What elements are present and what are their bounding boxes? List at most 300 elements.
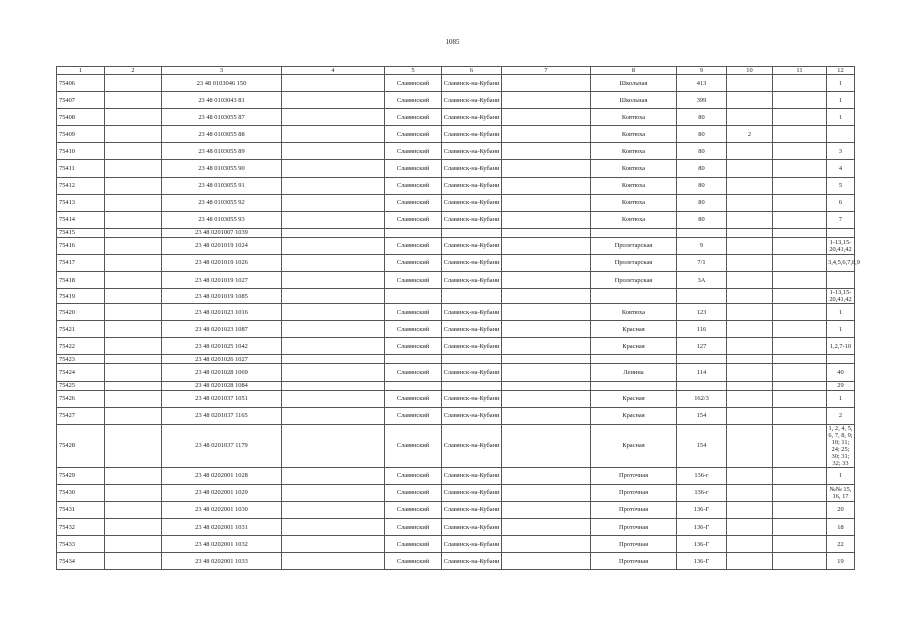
- table-cell-col-11: [773, 321, 827, 338]
- table-cell-col-4: [282, 177, 385, 194]
- table-row: [57, 338, 855, 355]
- table-cell-col-12: 1, 2, 4, 5, 6, 7, 8, 9; 10; 11; 24; 25; 30; 31; 32; 33: [828, 424, 853, 467]
- table-cell-col-2: [105, 355, 162, 364]
- table-cell-col-11: [773, 355, 827, 364]
- table-cell-col-11: [773, 304, 827, 321]
- table-row: [57, 109, 855, 126]
- table-row: [57, 254, 855, 271]
- table-cell-col-4: [282, 536, 385, 553]
- table-cell-col-1: 75411: [57, 160, 105, 177]
- table-cell-col-6: [442, 228, 502, 237]
- table-cell-col-6: [442, 289, 502, 304]
- table-cell-col-8: Пролетарская: [591, 272, 677, 289]
- table-cell-col-8: Пролетарская: [591, 237, 677, 254]
- table-cell-col-1: 75433: [57, 536, 105, 553]
- table-cell-col-5: Славянский: [385, 553, 442, 570]
- table-cell-col-2: [105, 211, 162, 228]
- table-cell-col-3: 23 48 0201025 1042: [162, 338, 282, 355]
- table-cell-col-10: [727, 289, 773, 304]
- table-cell-col-5: Славянский: [385, 160, 442, 177]
- table-cell-col-3: 23 48 0201019 1024: [162, 237, 282, 254]
- table-cell-col-12: 29: [827, 381, 855, 390]
- table-cell-col-2: [105, 237, 162, 254]
- table-cell-col-10: [727, 237, 773, 254]
- table-cell-col-1: 75432: [57, 518, 105, 535]
- table-cell-col-1: 75409: [57, 126, 105, 143]
- table-cell-col-12: [827, 272, 855, 289]
- table-cell-col-9: 136-г: [677, 467, 727, 484]
- table-cell-col-2: [105, 75, 162, 92]
- table-cell-col-7: [502, 321, 591, 338]
- table-cell-col-3: 23 48 0103055 89: [162, 143, 282, 160]
- table-cell-col-12: 1: [827, 75, 855, 92]
- table-cell-col-8: Ковтюха: [591, 177, 677, 194]
- table-cell-col-6: Славянск-на-Кубани: [442, 338, 502, 355]
- table-cell-col-9: 162/3: [677, 390, 727, 407]
- table-cell-col-1: 75430: [57, 484, 105, 501]
- table-cell-col-8: Красная: [591, 424, 677, 467]
- table-cell-col-10: [727, 553, 773, 570]
- table-cell-col-11: [773, 364, 827, 381]
- table-cell-col-12: 1: [827, 92, 855, 109]
- table-body: [57, 67, 860, 570]
- column-header-11: 11: [773, 67, 827, 75]
- table-cell-col-2: [105, 518, 162, 535]
- table-cell-col-1: 75414: [57, 211, 105, 228]
- table-row: [57, 160, 855, 177]
- table-cell-col-12: 1: [827, 467, 855, 484]
- table-cell-col-6: Славянск-на-Кубани: [442, 501, 502, 518]
- table-cell-col-2: [105, 536, 162, 553]
- table-cell-col-8: [591, 228, 677, 237]
- table-cell-col-12: [827, 355, 855, 364]
- table-cell-col-5: Славянский: [385, 338, 442, 355]
- table-cell-col-8: Школьная: [591, 75, 677, 92]
- table-cell-col-10: [727, 484, 773, 501]
- table-cell-col-3: 23 48 0202001 1028: [162, 467, 282, 484]
- table-cell-col-9: [677, 355, 727, 364]
- table-cell-col-6: Славянск-на-Кубани: [442, 160, 502, 177]
- table-cell-col-8: Ковтюха: [591, 160, 677, 177]
- table-row: [57, 304, 855, 321]
- table-cell-col-6: Славянск-на-Кубани: [442, 304, 502, 321]
- table-cell-col-9: 80: [677, 177, 727, 194]
- table-cell-col-5: Славянский: [385, 407, 442, 424]
- table-cell-col-6: Славянск-на-Кубани: [442, 254, 502, 271]
- table-cell-col-1: 75424: [57, 364, 105, 381]
- table-cell-col-4: [282, 424, 385, 467]
- table-cell-col-7: [502, 237, 591, 254]
- table-cell-col-6: Славянск-на-Кубани: [442, 364, 502, 381]
- table-cell-col-11: [773, 553, 827, 570]
- table-cell-col-5: Славянский: [385, 211, 442, 228]
- table-row: [57, 553, 855, 570]
- table-row: [57, 381, 855, 390]
- table-cell-col-3: 23 48 0103046 150: [162, 75, 282, 92]
- table-cell-col-10: [727, 177, 773, 194]
- table-cell-col-11: [773, 467, 827, 484]
- table-cell-col-11: [773, 407, 827, 424]
- table-cell-col-9: 80: [677, 194, 727, 211]
- table-cell-col-1: 75407: [57, 92, 105, 109]
- table-cell-col-4: [282, 211, 385, 228]
- table-cell-col-7: [502, 289, 591, 304]
- table-cell-col-7: [502, 228, 591, 237]
- table-cell-col-4: [282, 501, 385, 518]
- table-cell-col-4: [282, 381, 385, 390]
- table-cell-col-5: Славянский: [385, 518, 442, 535]
- table-cell-col-11: [773, 228, 827, 237]
- table-cell-col-11: [773, 381, 827, 390]
- table-cell-col-3: 23 48 0201023 1016: [162, 304, 282, 321]
- table-cell-col-7: [502, 467, 591, 484]
- table-cell-col-3: 23 48 0103043 81: [162, 92, 282, 109]
- table-cell-col-4: [282, 254, 385, 271]
- table-cell-col-11: [773, 177, 827, 194]
- table-cell-col-3: 23 48 0201037 1165: [162, 407, 282, 424]
- table-cell-col-8: Проточная: [591, 553, 677, 570]
- table-cell-col-2: [105, 390, 162, 407]
- table-row: [57, 424, 855, 467]
- table-cell-col-7: [502, 518, 591, 535]
- table-cell-col-8: Ковтюха: [591, 194, 677, 211]
- table-cell-col-8: Школьная: [591, 92, 677, 109]
- table-cell-col-5: Славянский: [385, 321, 442, 338]
- table-cell-col-8: Пролетарская: [591, 254, 677, 271]
- table-cell-col-3: 23 48 0201019 1026: [162, 254, 282, 271]
- table-cell-col-1: 75417: [57, 254, 105, 271]
- table-cell-col-7: [502, 272, 591, 289]
- table-cell-col-10: [727, 467, 773, 484]
- table-cell-col-1: 75434: [57, 553, 105, 570]
- table-cell-col-1: 75421: [57, 321, 105, 338]
- table-cell-col-4: [282, 338, 385, 355]
- table-cell-col-5: Славянский: [385, 194, 442, 211]
- table-cell-col-9: 9: [677, 237, 727, 254]
- table-cell-col-2: [105, 194, 162, 211]
- table-cell-col-11: [773, 160, 827, 177]
- table-cell-col-2: [105, 228, 162, 237]
- table-cell-col-6: Славянск-на-Кубани: [442, 407, 502, 424]
- table-cell-col-10: [727, 381, 773, 390]
- table-cell-col-8: [591, 289, 677, 304]
- table-cell-col-7: [502, 160, 591, 177]
- table-cell-col-7: [502, 194, 591, 211]
- table-cell-col-1: 75429: [57, 467, 105, 484]
- table-cell-col-9: 114: [677, 364, 727, 381]
- table-cell-col-6: Славянск-на-Кубани: [442, 518, 502, 535]
- table-cell-col-10: [727, 194, 773, 211]
- table-row: [57, 501, 855, 518]
- table-cell-col-3: 23 48 0201019 1085: [162, 289, 282, 304]
- table-cell-col-10: [727, 424, 773, 467]
- table-cell-col-12: 3: [827, 143, 855, 160]
- table-cell-col-3: 23 48 0201028 1069: [162, 364, 282, 381]
- table-cell-col-3: 23 48 0202001 1031: [162, 518, 282, 535]
- table-cell-col-9: 413: [677, 75, 727, 92]
- table-row: [57, 126, 855, 143]
- table-cell-col-8: Ленина: [591, 364, 677, 381]
- table-cell-col-1: 75425: [57, 381, 105, 390]
- table-cell-col-2: [105, 177, 162, 194]
- table-cell-col-5: Славянский: [385, 272, 442, 289]
- table-cell-col-4: [282, 92, 385, 109]
- table-cell-col-8: Ковтюха: [591, 143, 677, 160]
- table-cell-col-10: [727, 364, 773, 381]
- table-cell-col-9: 399: [677, 92, 727, 109]
- table-cell-col-2: [105, 304, 162, 321]
- table-cell-col-9: 136-Г: [677, 553, 727, 570]
- table-cell-col-2: [105, 364, 162, 381]
- table-cell-col-3: 23 48 0201037 1051: [162, 390, 282, 407]
- table-cell-col-10: [727, 254, 773, 271]
- table-cell-col-12: 7: [827, 211, 855, 228]
- table-cell-col-9: 3А: [677, 272, 727, 289]
- table-cell-col-4: [282, 407, 385, 424]
- table-cell-col-4: [282, 272, 385, 289]
- table-cell-col-5: [385, 355, 442, 364]
- table-cell-col-8: Ковтюха: [591, 126, 677, 143]
- table-cell-col-2: [105, 143, 162, 160]
- column-header-8: 8: [591, 67, 677, 75]
- column-header-6: 6: [442, 67, 502, 75]
- table-cell-col-6: Славянск-на-Кубани: [442, 321, 502, 338]
- table-cell-col-7: [502, 553, 591, 570]
- table-cell-col-1: 75413: [57, 194, 105, 211]
- table-cell-col-12: 20: [827, 501, 855, 518]
- table-cell-col-4: [282, 143, 385, 160]
- table-cell-col-11: [773, 390, 827, 407]
- table-cell-col-1: 75427: [57, 407, 105, 424]
- table-cell-col-5: Славянский: [385, 109, 442, 126]
- table-row: [57, 321, 855, 338]
- table-cell-col-7: [502, 536, 591, 553]
- table-cell-col-12: 5: [827, 177, 855, 194]
- table-cell-col-12: [827, 228, 855, 237]
- table-cell-col-12: 1-13,15-20,41,42: [827, 289, 855, 304]
- table-cell-col-1: 75408: [57, 109, 105, 126]
- table-cell-col-9: [677, 289, 727, 304]
- table-cell-col-6: Славянск-на-Кубани: [442, 211, 502, 228]
- table-cell-col-2: [105, 338, 162, 355]
- table-row: [57, 92, 855, 109]
- table-row: [57, 211, 855, 228]
- table-cell-col-7: [502, 381, 591, 390]
- table-cell-col-10: 2: [727, 126, 773, 143]
- column-header-1: 1: [57, 67, 105, 75]
- table-cell-col-9: 136-Г: [677, 518, 727, 535]
- table-row: [57, 355, 855, 364]
- table-cell-col-5: Славянский: [385, 501, 442, 518]
- column-header-10: 10: [727, 67, 773, 75]
- table-cell-col-7: [502, 364, 591, 381]
- table-cell-col-5: [385, 289, 442, 304]
- table-cell-col-7: [502, 75, 591, 92]
- table-cell-col-1: 75426: [57, 390, 105, 407]
- table-cell-col-4: [282, 364, 385, 381]
- table-cell-col-2: [105, 381, 162, 390]
- table-cell-col-1: 75406: [57, 75, 105, 92]
- table-cell-col-3: 23 48 0201019 1027: [162, 272, 282, 289]
- table-cell-col-5: Славянский: [385, 304, 442, 321]
- table-row: [57, 177, 855, 194]
- table-cell-col-10: [727, 228, 773, 237]
- table-cell-col-1: 75412: [57, 177, 105, 194]
- table-row: [57, 364, 855, 381]
- table-cell-col-6: Славянск-на-Кубани: [442, 484, 502, 501]
- table-cell-col-5: Славянский: [385, 177, 442, 194]
- table-cell-col-6: Славянск-на-Кубани: [442, 272, 502, 289]
- table-row: [57, 518, 855, 535]
- table-row: [57, 289, 855, 304]
- table-cell-col-4: [282, 109, 385, 126]
- table-cell-col-8: [591, 355, 677, 364]
- table-cell-col-2: [105, 92, 162, 109]
- table-cell-col-2: [105, 407, 162, 424]
- table-cell-col-12: 18: [827, 518, 855, 535]
- table-cell-col-7: [502, 501, 591, 518]
- table-cell-col-2: [105, 254, 162, 271]
- table-cell-col-11: [773, 338, 827, 355]
- table-cell-col-7: [502, 126, 591, 143]
- table-cell-col-1: 75423: [57, 355, 105, 364]
- table-cell-col-1: 75422: [57, 338, 105, 355]
- table-cell-col-10: [727, 160, 773, 177]
- table-cell-col-4: [282, 321, 385, 338]
- table-cell-col-9: [677, 228, 727, 237]
- table-cell-col-3: 23 48 0202001 1033: [162, 553, 282, 570]
- table-cell-col-8: Ковтюха: [591, 211, 677, 228]
- table-cell-col-11: [773, 109, 827, 126]
- table-row: [57, 407, 855, 424]
- table-cell-col-10: [727, 407, 773, 424]
- table-cell-col-5: Славянский: [385, 75, 442, 92]
- table-cell-col-1: 75419: [57, 289, 105, 304]
- table-cell-col-4: [282, 518, 385, 535]
- table-cell-col-6: Славянск-на-Кубани: [442, 553, 502, 570]
- table-row: [57, 75, 855, 92]
- table-cell-col-9: 136-Г: [677, 536, 727, 553]
- table-cell-col-10: [727, 321, 773, 338]
- table-cell-col-7: [502, 143, 591, 160]
- table-cell-col-9: 80: [677, 211, 727, 228]
- table-cell-col-11: [773, 211, 827, 228]
- table-cell-col-11: [773, 194, 827, 211]
- table-cell-col-9: 7/1: [677, 254, 727, 271]
- table-cell-col-12: 19: [827, 553, 855, 570]
- table-cell-col-2: [105, 484, 162, 501]
- table-cell-col-3: 23 48 0103055 91: [162, 177, 282, 194]
- table-cell-col-10: [727, 304, 773, 321]
- table-cell-col-3: 23 48 0103055 93: [162, 211, 282, 228]
- table-cell-col-1: 75410: [57, 143, 105, 160]
- table-cell-col-10: [727, 536, 773, 553]
- table-cell-col-9: 136-Г: [677, 501, 727, 518]
- table-cell-col-5: Славянский: [385, 484, 442, 501]
- table-cell-col-12: 1-13,15-20,41,42: [827, 237, 855, 254]
- table-cell-col-12: 6: [827, 194, 855, 211]
- table-cell-col-4: [282, 160, 385, 177]
- table-cell-col-5: [385, 228, 442, 237]
- table-cell-col-1: 75415: [57, 228, 105, 237]
- table-cell-col-9: 80: [677, 160, 727, 177]
- table-cell-col-12: 22: [827, 536, 855, 553]
- table-cell-col-2: [105, 126, 162, 143]
- table-cell-col-8: Проточная: [591, 501, 677, 518]
- table-cell-col-12: 40: [827, 364, 855, 381]
- table-cell-col-11: [773, 289, 827, 304]
- table-cell-col-11: [773, 518, 827, 535]
- table-cell-col-5: Славянский: [385, 126, 442, 143]
- table-cell-col-4: [282, 126, 385, 143]
- table-cell-col-7: [502, 92, 591, 109]
- table-cell-col-4: [282, 75, 385, 92]
- table-cell-col-8: Ковтюха: [591, 109, 677, 126]
- table-cell-col-9: 127: [677, 338, 727, 355]
- table-cell-col-12: №№ 15, 16, 17: [827, 484, 855, 501]
- table-cell-col-2: [105, 424, 162, 467]
- table-cell-col-11: [773, 484, 827, 501]
- table-cell-col-11: [773, 237, 827, 254]
- table-cell-col-8: Красная: [591, 407, 677, 424]
- table-cell-col-6: Славянск-на-Кубани: [442, 75, 502, 92]
- table-cell-col-8: [591, 381, 677, 390]
- table-cell-col-3: 23 48 0201007 1039: [162, 228, 282, 237]
- table-cell-col-11: [773, 126, 827, 143]
- table-cell-col-12: 4: [827, 160, 855, 177]
- table-cell-col-8: Проточная: [591, 536, 677, 553]
- table-cell-col-8: Красная: [591, 321, 677, 338]
- table-cell-col-4: [282, 237, 385, 254]
- table-row: [57, 237, 855, 254]
- table-cell-col-12: 1: [827, 109, 855, 126]
- table-cell-col-1: 75420: [57, 304, 105, 321]
- table-cell-col-4: [282, 304, 385, 321]
- table-cell-col-2: [105, 321, 162, 338]
- table-cell-col-2: [105, 501, 162, 518]
- table-cell-col-10: [727, 75, 773, 92]
- table-cell-col-9: 116: [677, 321, 727, 338]
- table-cell-col-6: Славянск-на-Кубани: [442, 143, 502, 160]
- column-header-7: 7: [502, 67, 591, 75]
- table-cell-col-9: 80: [677, 109, 727, 126]
- table-cell-col-5: Славянский: [385, 390, 442, 407]
- table-cell-col-5: Славянский: [385, 237, 442, 254]
- table-cell-col-10: [727, 390, 773, 407]
- table-cell-col-3: 23 48 0103055 90: [162, 160, 282, 177]
- table-cell-col-6: Славянск-на-Кубани: [442, 390, 502, 407]
- column-header-2: 2: [105, 67, 162, 75]
- table-cell-col-5: Славянский: [385, 92, 442, 109]
- table-cell-col-10: [727, 211, 773, 228]
- table-cell-col-6: Славянск-на-Кубани: [442, 194, 502, 211]
- table-cell-col-2: [105, 109, 162, 126]
- table-cell-col-9: 136-г: [677, 484, 727, 501]
- table-cell-col-8: Проточная: [591, 484, 677, 501]
- table-cell-col-9: 123: [677, 304, 727, 321]
- table-cell-col-5: Славянский: [385, 254, 442, 271]
- table-cell-col-2: [105, 553, 162, 570]
- page-number: 1085: [445, 38, 460, 46]
- table-cell-col-1: 75418: [57, 272, 105, 289]
- table-cell-col-12: 1: [827, 321, 855, 338]
- table-cell-col-10: [727, 501, 773, 518]
- table-cell-col-11: [773, 424, 827, 467]
- table-cell-col-6: [442, 381, 502, 390]
- table-cell-col-3: 23 48 0202001 1029: [162, 484, 282, 501]
- table-cell-col-7: [502, 484, 591, 501]
- table-cell-col-5: [385, 381, 442, 390]
